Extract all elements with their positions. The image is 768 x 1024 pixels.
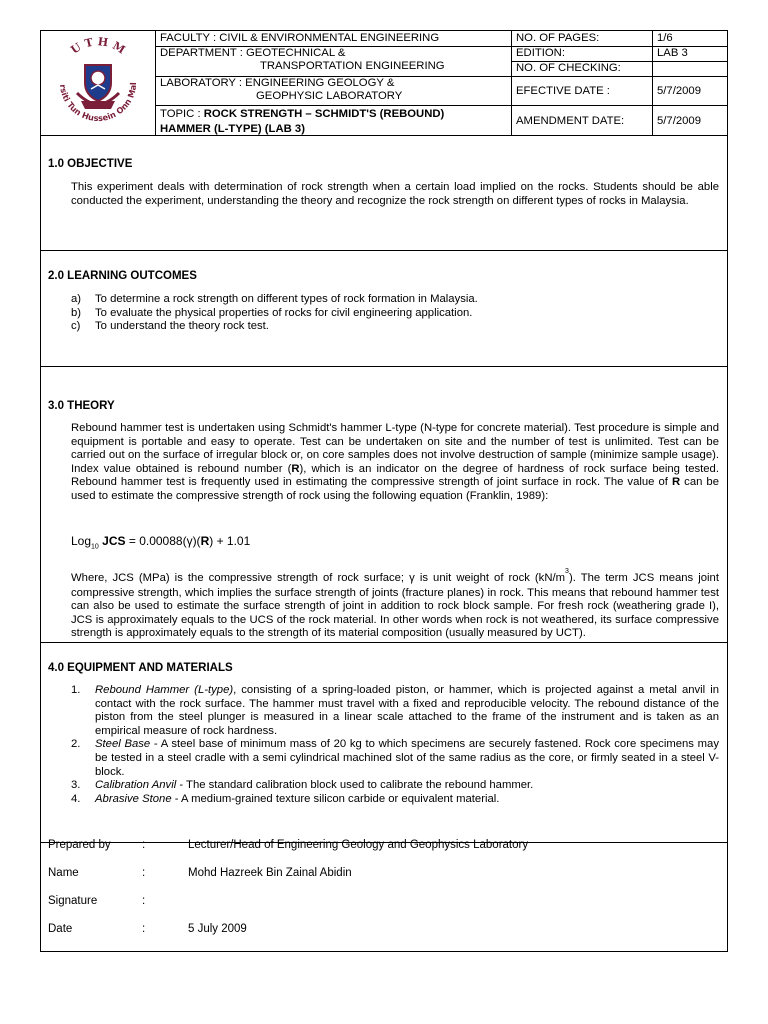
svg-text:Universiti Tun Hussein Onn Mal: rsiti Tun Hussein Onn Mal — [57, 82, 139, 124]
pages-label: NO. OF PAGES: — [516, 32, 600, 44]
effective-date-value: 5/7/2009 — [653, 76, 727, 105]
faculty-cell: FACULTY : CIVIL & ENVIRONMENTAL ENGINEERING — [160, 32, 440, 44]
amendment-date-value: 5/7/2009 — [653, 105, 727, 135]
svg-text:U T H M: U T H M — [68, 35, 128, 57]
list-item: 1. Rebound Hammer (L-type), consisting of a spring-loaded piston, or hammer, which is projected against a metal anvil in contact with the rock surface. The hammer must travel with a fixed and reproducible velocity. The rebound distance of the piston from the steel plunger is measured in a linear scale attached to the frame of the instrument and is taken as an empirical measure of rock hardness. — [71, 684, 719, 737]
objective-heading: 1.0 OBJECTIVE — [48, 158, 133, 170]
effective-date-label: EFECTIVE DATE : — [512, 76, 652, 105]
list-item: 2. Steel Base - A steel base of minimum mass of 20 kg to which specimens are securely fastened. Rock core specimens may be tested in a steel cradle with a semi cylindrical machined slot of the same radius as the core, or firmly seated in a steel V-block. — [71, 738, 719, 778]
pages-value: 1/6 — [657, 32, 673, 44]
objective-section — [41, 135, 727, 251]
topic-cell: TOPIC : ROCK STRENGTH – SCHMIDT'S (REBOUND) HAMMER (L-TYPE) (LAB 3) — [156, 105, 511, 135]
theory-paragraph-1: Rebound hammer test is undertaken using Schmidt's hammer L-type (N-type for concrete material). Test procedure is simple and equipment is portable and easy to operate. Test can be undertaken on site and the number of test is unlimited. Test can be carried out on the surface of irregular block or, on core samples does not involve destruction of sample (minimize sample usage). Index value obtained is rebound number (R), which is an indicator on the degree of hardness of rock surface being tested. Rebound hammer test is frequently used in estimating the compressive strength of joint surface in rock. The value of R can be used to estimate the compressive strength of rock using the following equation (Franklin, 1989): — [71, 422, 719, 502]
uthm-logo — [41, 31, 156, 135]
header-values-column — [653, 31, 727, 135]
equipment-section — [41, 643, 727, 843]
list-item: b) To evaluate the physical properties of rocks for civil engineering application. — [71, 306, 473, 319]
theory-paragraph-2: Where, JCS (MPa) is the compressive strength of rock surface; γ is unit weight of rock $(kN/m^3)$. The term JCS means joint compressive strength, which implies the surface strength of joints (fracture planes) in rock. This means that rebound hammer test can also be used to estimate the surface strength of joint in addition to rock block sample. For fresh rock (weathering grade I), JCS is approximately equals to the UCS of the rock material. In other words when rock is not weathered, its surface compressive strength is approximately equals to the strength of its material composition (usually measured by UCT). — [71, 568, 719, 640]
header-labels-column — [512, 31, 653, 135]
laboratory-cell: LABORATORY : ENGINEERING GEOLOGY & GEOPHYSIC LABORATORY — [156, 76, 511, 105]
edition-value: LAB 3 — [653, 46, 727, 60]
header-left-column — [156, 31, 512, 135]
list-item: a) To determine a rock strength on different types of rock formation in Malaysia. — [71, 293, 478, 305]
theory-heading: 3.0 THEORY — [48, 400, 115, 412]
equipment-list — [71, 684, 719, 806]
jcs-equation: Log$_{10}$ JCS = 0.00088(γ)(R) + 1.01 — [71, 534, 251, 551]
checking-label: NO. OF CHECKING: — [512, 61, 652, 75]
uthm-crest-icon — [41, 31, 155, 135]
department-cell: DEPARTMENT : GEOTECHNICAL & TRANSPORTATION ENGINEERING — [156, 46, 511, 75]
theory-section — [41, 367, 727, 643]
checking-value — [653, 61, 727, 76]
document-header — [41, 31, 727, 136]
objective-text: This experiment deals with determination of rock strength when a certain load implied on the rocks. Students should be able conducted the experiment, understanding the theory and recognize the rock strength on different types of rocks in Malaysia. — [71, 181, 719, 207]
amendment-date-label: AMENDMENT DATE: — [512, 105, 652, 135]
learning-outcomes-list — [71, 293, 719, 334]
edition-label: EDITION: — [512, 46, 652, 60]
learning-outcomes-section — [41, 251, 727, 367]
document-page: U T H M rsiti Tun Hussein Onn Mal FACULTY : CIVIL & ENVIRONMENTAL ENGINEERING DEPARTMENT : GEOTECHNICAL & TRANSPORTATION ENGINEERING LABORATORY : ENGINEERING GEOLOGY & GEOPHYSIC LABORATORY TOPIC : ROCK STRENGTH – SCHMIDT'S (REBOUND) HAMMER (L-TYPE) (LAB 3) NO. OF PAGES: EDITION: NO. OF CHECKING: EFECTIVE DATE : AMENDMENT DATE: 1/6 LAB 3 5/7/2009 5/7/2009 1.0 OBJECTIVE This experiment deals with determination of rock strength when a certain load implied on the rocks. Students should be able conducted the experiment, understanding the theory and recognize the rock strength on different types of rocks in Malaysia. 2.0 LEARNING OUTCOMES a) To determine a rock strength on different types of rock formation in Malaysia. b) To evaluate the physical properties of rocks for civil engineering application. c) To understand the theory rock test. 3.0 THEORY Rebound hammer test is undertaken using Schmidt's hammer L-type (N-type for concrete material). Test procedure is simple and equipment is portable and easy to operate. Test can be undertaken on site and the number of test is unlimited. Test can be carried out on the surface of irregular block or, on core samples does not involve destruction of sample (minimize sample usage). Index value obtained is rebound number (R), which is an indicator on the degree of hardness of rock surface being tested. Rebound hammer test is frequently used in estimating the compressive strength of joint surface in rock. The value of R can be used to estimate the compressive strength of rock using the following equation (Franklin, 1989): Log$_{10}$ JCS = 0.00088(γ)(R) + 1.01 Where, JCS (MPa) is the compressive strength of rock surface; γ is unit weight of rock $(kN/m^3)$. The term JCS means joint compressive strength, which implies the surface strength of joints (fracture planes) in rock. This means that rebound hammer test can also be used to estimate the surface strength of joint in addition to rock block sample. For fresh rock (weathering grade I), JCS is approximately equals to the UCS of the rock material. In other words when rock is not weathered, its surface compressive strength is approximately equals to the strength of its material composition (usually measured by UCT). 4.0 EQUIPMENT AND MATERIALS 1. Rebound Hammer (L-type), consisting of a spring-loaded piston, or hammer, which is projected against a metal anvil in contact with the rock surface. The hammer must travel with a fixed and reproducible velocity. The rebound distance of the piston from the steel plunger is measured in a linear scale attached to the frame of the instrument and is taken as an empirical measure of rock hardness. 2. Steel Base - A steel base of minimum mass of 20 kg to which specimens are securely fastened. Rock core specimens may be tested in a steel cradle with a semi cylindrical machined slot of the same radius as the core, or firmly seated in a steel V-block. 3. Calibration Anvil - The standard calibration block used to calibrate the rebound hammer. 4. Abrasive Stone - A medium-grained texture silicon carbide or equivalent material. Prepared by : Lecturer/Head of Engineering Geology and Geophysics Laboratory Name : Mohd Hazreek Bin Zainal Abidin Signature : Date : 5 July 2009 — [40, 30, 728, 952]
equipment-heading: 4.0 EQUIPMENT AND MATERIALS — [48, 662, 233, 674]
list-item: c) To understand the theory rock test. — [71, 320, 269, 333]
list-item: 4. Abrasive Stone - A medium-grained texture silicon carbide or equivalent material. — [71, 792, 500, 805]
learning-outcomes-heading: 2.0 LEARNING OUTCOMES — [48, 270, 197, 282]
list-item: 3. Calibration Anvil - The standard calibration block used to calibrate the rebound hammer. — [71, 779, 534, 792]
